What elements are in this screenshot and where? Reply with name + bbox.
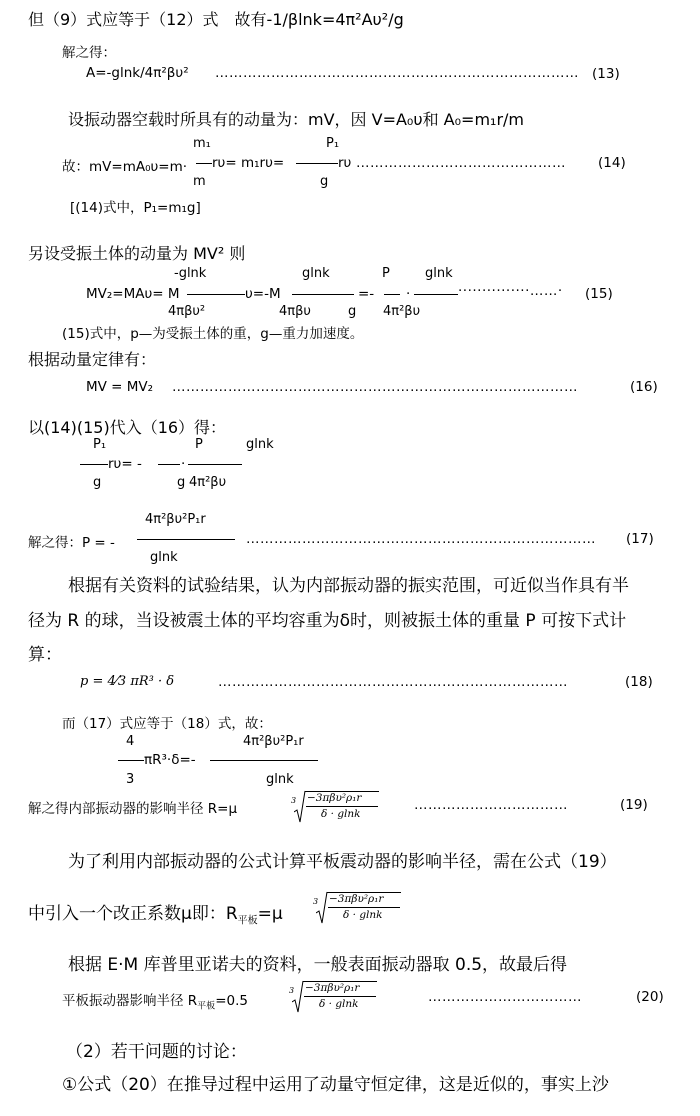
fraction-bar [210, 760, 318, 761]
f20-coef: =0.5 [215, 993, 248, 1009]
leader-dots: …………………………… [428, 989, 582, 1005]
eq-14-number: (14) [598, 155, 626, 171]
f17-main: 解之得：P = - [28, 535, 115, 551]
cube-root-expression [313, 891, 403, 925]
fraction-bar [80, 464, 108, 465]
fsub-part-b: · [181, 456, 186, 472]
eq-15-number: (15) [585, 286, 613, 302]
cube-root-expression [289, 980, 379, 1014]
f20-label: 平板振动器影响半径 R [62, 993, 198, 1009]
f18b-main: πR³·δ=- [144, 752, 196, 768]
fraction-bar [196, 163, 212, 164]
fraction-bar [158, 464, 180, 465]
f20-text [62, 989, 248, 1012]
eq-20-number: (20) [636, 989, 664, 1005]
root-index: 3 [289, 986, 295, 995]
f15-den-3: g [348, 304, 357, 319]
f14-p1: P₁ [326, 136, 340, 151]
eq-16: MV = MV₂ [86, 379, 154, 395]
f15-num-1: -glnk [174, 266, 207, 281]
fsub-den-3: 4π²βυ [189, 475, 227, 490]
paragraph-4: 根据 E·M 库普里亚诺夫的资料，一般表面振动器取 0.5，故最后得 [68, 955, 568, 975]
f18b-den-1: 3 [126, 772, 135, 787]
text-line-4: 设振动器空载时所具有的动量为：mV，因 V=A₀υ和 A₀=m₁r/m [68, 110, 524, 129]
f18b-num-2: 4π²βυ²P₁r [243, 734, 304, 749]
fraction-bar [187, 294, 245, 295]
f15-den-2: 4πβυ [279, 304, 311, 319]
f18b-den-2: glnk [266, 772, 294, 787]
fraction-bar [296, 163, 338, 164]
eq-16-number: (16) [630, 379, 658, 395]
text-line-20: 而（17）式应等于（18）式，故： [62, 716, 272, 732]
paragraph-1-line-3: 算： [28, 645, 62, 665]
p3-subscript: 平板 [237, 915, 258, 927]
p3-mu: =μ [257, 904, 283, 924]
eq-18-number: (18) [625, 674, 653, 690]
fraction-bar [137, 539, 235, 540]
paragraph-5: ①公式（20）在推导过程中运用了动量守恒定律，这是近似的，事实上沙 [62, 1075, 609, 1095]
leader-dots: ……………………………………… [356, 155, 566, 171]
f14-g: g [320, 174, 329, 189]
text-line-10: 根据动量定律有： [28, 350, 157, 369]
leader-dots: …………………………………………………………………………… [172, 379, 578, 395]
f15-num-3: P [382, 266, 390, 281]
f15-den-1: 4πβυ² [168, 304, 206, 319]
f15-num-2: glnk [302, 266, 330, 281]
text-line-6: [(14)式中，P₁=m₁g] [70, 200, 201, 216]
fraction-bar [188, 464, 242, 465]
text-line-12: 以(14)(15)代入（16）得： [28, 418, 227, 437]
leader-dots: …………………………… [414, 797, 568, 813]
root-denominator: δ · glnk [319, 998, 359, 1010]
fraction-bar [304, 996, 376, 997]
fsub-num-1: P₁ [93, 437, 107, 452]
leader-dots: ···············……· [458, 283, 563, 299]
eq-19-number: (19) [620, 797, 648, 813]
f14-part-c: rυ [338, 155, 352, 171]
fsub-part-a: rυ= - [108, 456, 142, 472]
f14-m: m [193, 174, 206, 189]
paragraph-1-line-2: 径为 R 的球，当设被震土体的平均容重为δ时，则被振土体的重量 P 可按下式计 [28, 611, 627, 631]
text-line-1: 但（9）式应等于（12）式 故有-1/βlnk=4π²Aυ²/g [28, 10, 404, 29]
radical-icon [292, 980, 304, 1014]
eq-17-number: (17) [626, 531, 654, 547]
f15-part-b: υ=-M [245, 286, 281, 302]
leader-dots: …………………………………………………………………… [215, 65, 579, 81]
root-numerator: −3πβυ²ρ₁r [305, 982, 360, 994]
f15-part-c: =- [358, 286, 375, 302]
fraction-bar [384, 294, 400, 295]
fraction-bar [292, 294, 354, 295]
f17-den: glnk [150, 550, 178, 565]
paragraph-3-text [28, 899, 283, 926]
text-solve-label: 解之得： [62, 45, 116, 61]
f20-subscript: 平板 [197, 1001, 216, 1012]
p3-text: 中引入一个改正系数μ即：R [28, 904, 238, 924]
f15-part-d: · [406, 286, 411, 302]
f18b-num-1: 4 [126, 734, 135, 749]
fsub-num-3: glnk [246, 437, 274, 452]
root-numerator: −3πβυ²ρ₁r [307, 792, 362, 804]
paragraph-2: 为了利用内部振动器的公式计算平板震动器的影响半径，需在公式（19） [68, 852, 617, 872]
fsub-den-1: g [93, 475, 102, 490]
fraction-bar [118, 760, 144, 761]
f15-part-a: MV₂=MAυ= M [86, 286, 180, 302]
fsub-num-2: P [195, 437, 203, 452]
leader-dots: ………………………………………………………………… [218, 674, 568, 690]
fraction-bar [414, 294, 458, 295]
eq-18: p = 4⁄3 πR³ · δ [80, 674, 175, 689]
eq-13: A=-glnk/4π²βυ² [86, 65, 189, 81]
section-heading: （2）若干问题的讨论： [66, 1042, 247, 1062]
f14-m1: m₁ [193, 136, 211, 151]
cube-root-expression [291, 790, 381, 824]
radical-icon [294, 790, 306, 824]
fraction-bar [328, 907, 400, 908]
root-denominator: δ · glnk [343, 909, 383, 921]
paragraph-1-line-1: 根据有关资料的试验结果，认为内部振动器的振实范围，可近似当作具有半 [68, 576, 629, 596]
root-denominator: δ · glnk [321, 808, 361, 820]
root-index: 3 [291, 796, 297, 805]
root-index: 3 [313, 897, 319, 906]
text-line-7: 另设受振土体的动量为 MV² 则 [28, 244, 246, 263]
f14-part-a: 故：mV=mA₀υ=m· [62, 159, 188, 175]
fsub-den-2: g [177, 475, 186, 490]
leader-dots: ………………………………………………………………… [246, 531, 596, 547]
f17-num: 4π²βυ²P₁r [145, 512, 206, 527]
radical-icon [316, 891, 328, 925]
f14-part-b: rυ= m₁rυ= [212, 155, 285, 171]
f15-num-4: glnk [425, 266, 453, 281]
root-numerator: −3πβυ²ρ₁r [329, 893, 384, 905]
f15-den-4: 4π²βυ [383, 304, 421, 319]
f19-text: 解之得内部振动器的影响半径 R=μ [28, 801, 238, 817]
text-line-9: (15)式中，p—为受振土体的重，g—重力加速度。 [62, 326, 364, 342]
eq-13-number: (13) [592, 66, 620, 82]
fraction-bar [306, 806, 378, 807]
